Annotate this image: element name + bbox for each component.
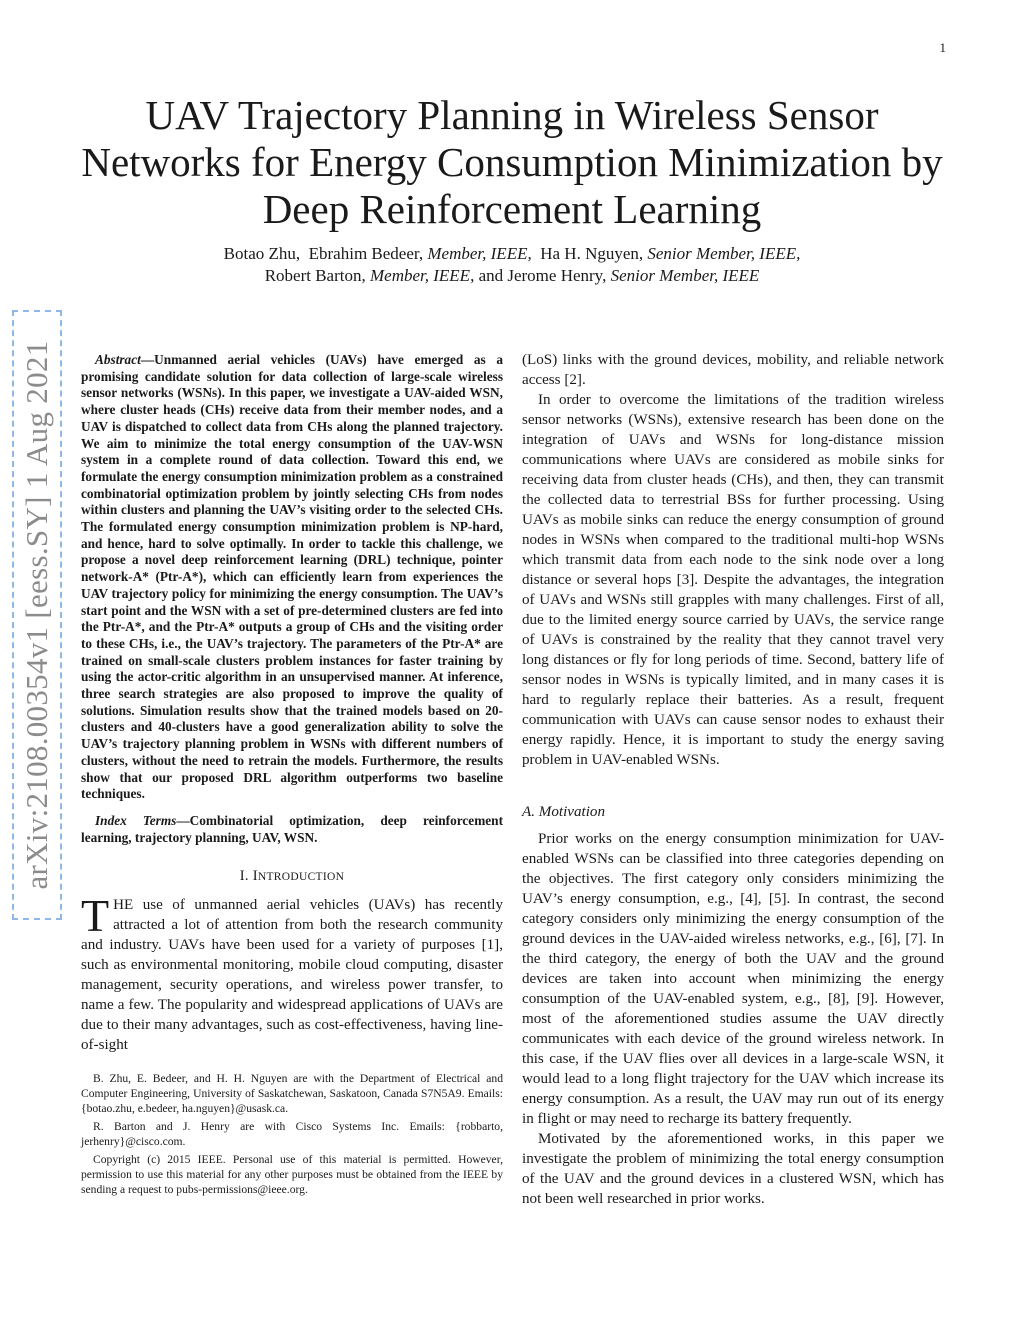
author-name: Robert Barton, [264, 266, 366, 285]
index-terms-text: —Combinatorial optimization, deep reinforcement learning, trajectory planning, UAV, WSN. [81, 812, 504, 845]
author-list [70, 243, 954, 287]
citation-link[interactable]: [1] [481, 937, 500, 954]
index-terms-label: Index Terms [95, 812, 177, 828]
author-role: Senior Member, IEEE [610, 266, 760, 285]
right-column [522, 350, 944, 1209]
citation-link[interactable]: [8] [827, 991, 846, 1007]
introduction-paragraph: THE use of unmanned aerial vehicles (UAVs) has recently attracted a lot of attention from both the research community and industry. UAVs have been used for a variety of purposes [1], such as environmental monitoring, mobile cloud computing, disaster management, security operations, and wireless power transfer, to name a few. The popularity and widespread applications of UAVs are due to their many advantages, such as cost-effectiveness, having line-of-sight [81, 890, 503, 1054]
citation-link[interactable]: [6] [879, 931, 897, 947]
body-paragraph: Prior works on the energy consumption minimization for UAV-enabled WSNs can be classified into three categories depending on the objectives. The first category only considers minimizing the UAV’s energy consumption, e.g., [4], [5]. In contrast, the second category considers only minimizing the energy consumption of the ground devices in the UAV-aided wireless networks, e.g., [6], [7]. In the third category, the energy of both the UAV and the ground devices are taken into account when minimizing the energy consumption of the UAV-enabled system, e.g., [8], [9]. However, most of the aforementioned studies assume the UAV directly communicates with each device of the ground wireless network. In this case, if the UAV flies over all devices in a large-scale WSN, it would lead to a long flight trajectory for the UAV which increase its energy consumption. As a result, the UAV may run out of its energy in flight or may need to recharge its battery frequently. [522, 831, 944, 1127]
footnotes [81, 1071, 503, 1197]
body-paragraph: Motivated by the aforementioned works, in this paper we investigate the problem of minimizing the total energy consumption of the UAV and the ground devices in a clustered WSN, which has not been well researched in prior works. [522, 1131, 944, 1207]
index-terms [81, 813, 503, 846]
drop-cap: T [81, 890, 110, 942]
author-role: Member, IEEE [369, 266, 471, 285]
author-role: Member, IEEE, [427, 244, 532, 263]
body-paragraph: In order to overcome the limitations of the tradition wireless sensor networks (WSNs), extensive research has been done on the integration of UAVs and WSNs for long-distance mission communications where UAVs are considered as mobile sinks for receiving data from cluster heads (CHs), and then, they can transmit the collected data to terrestrial BSs for further processing. Using UAVs as mobile sinks can reduce the energy consumption of ground nodes in WSNs when compared to the traditional multi-hop WSNs which transmit data from each node to the sink node over a long distance or several hops [3]. Despite the advantages, the integration of UAVs and WSNs still grapples with many challenges. First of all, due to the limited energy source carried by UAVs, the service range of UAVs is constrained by the reality that they cannot travel very long distances or fly for long periods of time. Second, battery life of sensor nodes in WSNs is typically limited, and in many cases it is hard to regularly replace their batteries. As a result, frequent communication with UAVs can cause sensor nodes to exhaust their energy rapidly. Hence, it is important to study the energy saving problem in UAV-enabled WSNs. [522, 392, 944, 768]
body-paragraph: (LoS) links with the ground devices, mobility, and reliable network access [2]. [522, 352, 944, 388]
author-role: Senior Member, IEEE, [647, 244, 801, 263]
footnote-copyright: Copyright (c) 2015 IEEE. Personal use of this material is permitted. However, permission to use this material for any other purposes must be obtained from the IEEE by sending a request to pubs-permissions@ieee.org. [81, 1153, 503, 1197]
abstract-label: Abstract [95, 352, 141, 367]
author-line-2 [70, 265, 954, 287]
author-name: , and Jerome Henry, [470, 266, 607, 285]
citation-link[interactable]: [2] [564, 372, 582, 388]
footnote-affiliation-cisco: R. Barton and J. Henry are with Cisco Systems Inc. Emails: {robbarto, jerhenry}@cisco.com. [81, 1120, 503, 1149]
author-name: Botao Zhu, [223, 244, 301, 263]
section-heading-introduction: I. INTRODUCTION [239, 868, 345, 885]
abstract [81, 352, 503, 803]
arxiv-identifier-stamp [12, 310, 62, 920]
abstract-text: —Unmanned aerial vehicles (UAVs) have emerged as a promising candidate solution for data collection of large-scale wireless sensor networks (WSNs). In this paper, we investigate a UAV-aided WSN, where cluster heads (CHs) receive data from their member nodes, and a UAV is dispatched to collect data from CHs along the planned trajectory. We aim to minimize the total energy consumption of the UAV-WSN system in a complete round of data collection. Toward this end, we formulate the energy consumption minimization problem as a constrained combinatorial optimization problem by jointly selecting CHs from nodes within clusters and planning the UAV’s visiting order to the selected CHs. The formulated energy consumption minimization problem is NP-hard, and hence, hard to solve optimally. In order to tackle this challenge, we propose a novel deep reinforcement learning (DRL) technique, pointer network-A* (Ptr-A*), which can efficiently learn from experiences the UAV trajectory policy for minimizing the energy consumption. The UAV’s start point and the WSN with a set of pre-determined clusters are fed into the Ptr-A*, and the Ptr-A* outputs a group of CHs and the visiting order to these CHs, i.e., the UAV’s trajectory. The parameters of the Ptr-A* are trained on small-scale clusters problem instances for faster training by using the actor-critic algorithm in an unsupervised manner. At inference, three search strategies are also proposed to improve the quality of solutions. Simulation results show that the trained models based on 20-clusters and 40-clusters have a good generalization ability to solve the UAV’s trajectory planning problem in WSNs with different numbers of clusters, without the need to retrain the models. Furthermore, the results show that our proposed DRL algorithm outperforms two baseline techniques. [81, 352, 503, 802]
author-name: Ebrahim Bedeer, [308, 244, 424, 263]
citation-link[interactable]: [9] [856, 991, 875, 1007]
citation-link[interactable]: [4] [740, 891, 758, 907]
author-line-1 [70, 243, 954, 265]
author-name: Ha H. Nguyen, [540, 244, 644, 263]
paper-title: UAV Trajectory Planning in Wireless Sensor Networks for Energy Consumption Minimization by Deep Reinforcement Learning [81, 92, 943, 232]
citation-link[interactable]: [3] [676, 572, 695, 588]
page-number: 1 [939, 40, 946, 55]
footnote-affiliation-usask: B. Zhu, E. Bedeer, and H. H. Nguyen are with the Department of Electrical and Computer Engineering, University of Saskatchewan, Saskatoon, Canada S7N5A9. Emails: {botao.zhu, e.bedeer, ha.nguyen}@usask.ca. [81, 1072, 503, 1116]
arxiv-identifier-text: arXiv:2108.00354v1 [eess.SY] 1 Aug 2021 [19, 340, 54, 890]
subsection-heading-motivation: A. Motivation [522, 804, 606, 820]
citation-link[interactable]: [5] [768, 891, 787, 907]
citation-link[interactable]: [7] [905, 931, 923, 947]
left-column [81, 352, 503, 1200]
